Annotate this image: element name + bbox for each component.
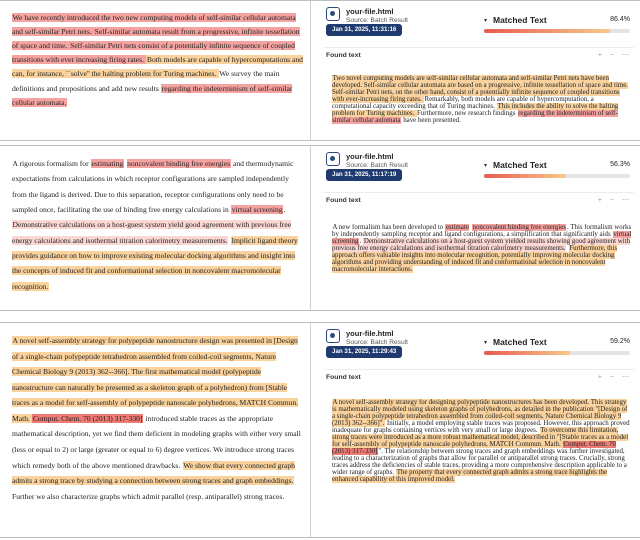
result-panel-1 (0, 0, 640, 141)
matched-text-label: Matched Text (493, 160, 547, 170)
result-sidebar (318, 146, 640, 310)
text-segment: A new formalism has been developed to (332, 224, 445, 231)
highlighted-segment: virtual screening (231, 204, 283, 214)
highlighted-segment: regarding the indeterminism of self-similar cellular automata (332, 110, 618, 125)
found-text-label: Found text (326, 374, 361, 381)
highlighted-segment: estimating (91, 159, 124, 168)
found-text (332, 75, 632, 124)
highlighted-segment: regarding the indeterminism of self-similar cellular automata. (12, 83, 293, 107)
highlighted-segment: A novel self-assembly strategy for polypeptide nanostructure design was presented in [Design of a single-chain polypeptide tetrahedron assembled from coiled-coil segments, Nature Chemical Biology 9 (2013) 362--366]. The first mathematical model (polypeptide nanostructure can naturally be presented as a skeleton graph of a polyhedron) from [Stable traces as a model for self-assembly of polypeptide nanoscale polyhedrons, MATCH Commun. Math. (12, 336, 299, 423)
match-progress-fill (484, 174, 566, 178)
highlighted-segment: A novel self-assembly strategy for designing polypeptide nanostructures has been developed. This strategy is mathematically modeled using skeleton graphs of polyhedrons, as detailed in the publication "[Design of a single-chain polypeptide tetrahedron assembled from coiled-coil segments, Nature Chemical Biology 9 (2013) 362--366]". (332, 399, 628, 428)
highlighted-segment: Implicit ligand theory provides guidance on how to improve existing molecular docking algorithms and insight into the concepts of induced fit and conformational selection in noncovalent macromolecular recognition. (12, 235, 298, 291)
found-text (332, 224, 632, 273)
highlighted-segment: estimate (445, 224, 469, 231)
highlighted-segment: Two novel computing models are self-similar cellular automata and self-similar Petri nets have been developed. Self-similar cellular automata are based on a progressive, infinite tessellation of space and time. Self-similar Petri nets, on the other hand, consist of a potentially infinite sequence of coupled transitions with ever-increasing firing rates. (332, 75, 629, 104)
text-segment: A rigorous formalism for (12, 159, 91, 168)
highlighted-segment: The property that every connected graph admits a strong trace highlights the enhanced capability of this improved model. (332, 469, 608, 484)
found-actions-icons[interactable]: + − ⋯ (597, 52, 632, 59)
result-panel-2 (0, 145, 640, 311)
source-text (0, 1, 311, 140)
date-badge: Jan 31, 2025, 11:17:19 (326, 169, 402, 181)
text-segment: Furthermore, new research findings (417, 110, 518, 118)
result-panel-3 (0, 322, 640, 538)
highlighted-segment: We show that every connected graph admits a strong trace by studying a connection between strong traces and graph embeddings. (12, 460, 295, 486)
date-badge: Jan 31, 2025, 11:29:43 (326, 346, 402, 358)
source-label: Source: Batch Result (346, 162, 408, 169)
text-segment: We survey the main definitions and propositions and add new results (12, 69, 280, 93)
highlighted-segment: This includes the ability to solve the halting problem for Turing machines. (332, 103, 619, 118)
found-text-header (324, 369, 634, 383)
matched-text-header[interactable] (484, 337, 634, 361)
highlighted-segment: virtual screening (332, 231, 632, 246)
found-text-header (324, 47, 634, 61)
found-text-label: Found text (326, 197, 361, 204)
caret-down-icon[interactable]: ▾ (484, 340, 488, 346)
file-name[interactable]: your-file.html (346, 329, 394, 338)
highlighted-segment: Demonstrative calculations on a host-guest system yield good agreement with previous free energy calculations and isothermal titration calorimetry measurements. (12, 220, 292, 245)
highlighted-segment: Self-similar Petri nets consist of a potentially infinite sequence of coupled transitions with ever increasing firing rates. (12, 41, 295, 65)
result-sidebar (318, 1, 640, 140)
highlighted-segment: Both models are capable of hypercomputations and can, for instance, ``solve'' the halting problem for Turing machines. (12, 55, 303, 79)
text-segment: Further we also characterize graphs which admit parallel (resp. antiparallel) strong traces. (12, 491, 285, 501)
matched-text-header[interactable] (484, 160, 634, 184)
match-percent: 59.2% (610, 338, 630, 345)
source-label: Source: Batch Result (346, 17, 408, 24)
highlighted-segment: Comput. Chem. 70 (2013) 317-330] (332, 441, 616, 456)
highlighted-segment: noncovalent binding free energies (127, 159, 231, 168)
result-sidebar (318, 323, 640, 537)
found-text (332, 399, 632, 483)
caret-down-icon[interactable]: ▾ (484, 163, 488, 169)
text-segment: and thermodynamic expectations from calculations in which receptor configurations are sampled independently from the ligand is derived. Due to this separation, receptor configurations only need to be sampled once, facilitating the use of binding free energy calculations in (12, 159, 294, 214)
matched-text-label: Matched Text (493, 15, 547, 25)
date-badge: Jan 31, 2025, 11:31:16 (326, 24, 402, 36)
file-icon (326, 152, 340, 166)
highlighted-segment: noncovalent binding free energies (472, 224, 566, 231)
match-progress-fill (484, 351, 570, 355)
highlighted-segment: Self-similar automata result from a progressive, infinite tessellation of space and time. (12, 27, 300, 51)
match-percent: 86.4% (610, 16, 630, 23)
highlighted-segment: To overcome this limitation, strong traces were introduced as a more robust mathematical model, described in "[Stable traces as a model for self-assembly of polypeptide nanoscale polyhedrons, MATCH Commun. Math. (332, 427, 629, 449)
found-text-header (324, 192, 634, 206)
source-label: Source: Batch Result (346, 339, 408, 346)
found-text-label: Found text (326, 52, 361, 59)
text-segment: . (359, 238, 363, 246)
text-segment: . (283, 204, 286, 214)
found-actions-icons[interactable]: + − ⋯ (597, 374, 632, 381)
text-segment: Remarkably, both models are capable of hypercomputation, a computational capacity exceeding that of Turing machines. (332, 96, 594, 111)
text-segment: introduced stable traces as the appropriate mathematical description, yet we find them deficient in modeling graphs with either very small (less or equal to 2) or large (greater or equal to 6) degree vertices. We introduce strong traces which remedy both of the above mentioned drawbacks. (12, 413, 301, 470)
file-name[interactable]: your-file.html (346, 7, 394, 16)
highlighted-segment: We have recently introduced the two new computing models of self-similar cellular automata and self-similar Petri nets. (12, 13, 296, 37)
text-segment: have been presented. (401, 117, 461, 125)
highlighted-segment: Furthermore, this approach offers valuable insights into molecular recognition, potentially improving molecular docking algorithms and providing understanding of induced fit and conformational selection in noncovalent macromolecular interactions. (332, 245, 618, 274)
match-progress-fill (484, 29, 610, 33)
found-actions-icons[interactable]: + − ⋯ (597, 197, 632, 204)
text-segment: . This formalism works by independently sampling receptor and ligand configurations, a simplification that significantly aids (332, 224, 632, 239)
match-progress-bar (484, 174, 630, 178)
file-name[interactable]: your-file.html (346, 152, 394, 161)
source-text (0, 146, 311, 310)
highlighted-segment: Demonstrative calculations on a host-guest system yielded results showing good agreement with previous free energy calculations and isothermal titration calorimetry measurements. (332, 238, 631, 253)
file-icon (326, 7, 340, 21)
highlighted-segment: Comput. Chem. 70 (2013) 317-330] (32, 413, 143, 423)
text-segment: ". The relationship between strong traces and graph embeddings was further investigated, leading to a characterization of graphs that allow for parallel or antiparallel strong traces. Crucially, strong traces address the deficiencies of stable traces, providing a more comprehensive description applicable to a wider range of graphs. (332, 448, 627, 477)
file-icon (326, 329, 340, 343)
match-progress-bar (484, 29, 630, 33)
match-progress-bar (484, 351, 630, 355)
matched-text-label: Matched Text (493, 337, 547, 347)
match-percent: 56.3% (610, 161, 630, 168)
caret-down-icon[interactable]: ▾ (484, 18, 488, 24)
text-segment: Initially, a model employing stable traces was proposed. However, this approach proved inadequate for graphs containing vertices with very small or large degrees. (332, 420, 630, 435)
source-text (0, 323, 311, 537)
matched-text-header[interactable] (484, 15, 634, 39)
